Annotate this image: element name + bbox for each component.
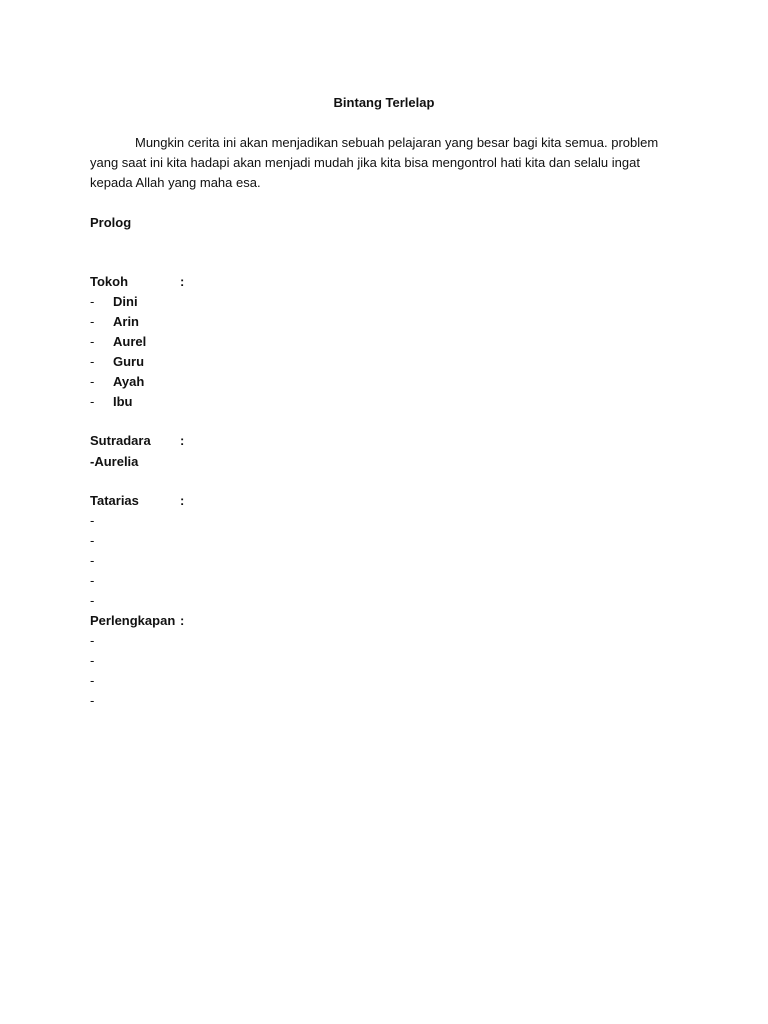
tokoh-colon: : (180, 274, 185, 289)
tatarias-label: Tatarias (90, 493, 139, 508)
list-dash: - (90, 394, 95, 409)
list-dash: - (90, 533, 95, 548)
list-dash: - (90, 573, 95, 588)
tokoh-item: Dini (113, 294, 138, 309)
tokoh-item: Ayah (113, 374, 145, 389)
list-dash: - (90, 374, 95, 389)
prolog-heading: Prolog (90, 215, 132, 230)
tokoh-item: Guru (113, 354, 145, 369)
perlengkapan-label: Perlengkapan (90, 613, 176, 628)
list-dash: - (90, 673, 95, 688)
list-dash: - (90, 553, 95, 568)
list-dash: - (90, 513, 95, 528)
list-dash: - (90, 354, 95, 369)
intro-paragraph: Mungkin cerita ini akan menjadikan sebuah pelajaran yang besar bagi kita semua. problem yang saat ini kita hadapi akan menjadi mudah jika kita bisa mengontrol hati kita dan selalu ingat kepada Allah yang maha esa. (90, 135, 659, 190)
sutradara-item: -Aurelia (90, 454, 139, 469)
list-dash: - (90, 334, 95, 349)
list-dash: - (90, 593, 95, 608)
list-dash: - (90, 633, 95, 648)
tokoh-item: Arin (113, 314, 139, 329)
tokoh-item: Aurel (113, 334, 147, 349)
document-title: Bintang Terlelap (333, 95, 435, 110)
sutradara-label: Sutradara (90, 433, 151, 448)
tatarias-colon: : (180, 493, 185, 508)
list-dash: - (90, 314, 95, 329)
list-dash: - (90, 653, 95, 668)
tokoh-label: Tokoh (90, 274, 129, 289)
list-dash: - (90, 693, 95, 708)
sutradara-colon: : (180, 433, 185, 448)
tokoh-item: Ibu (113, 394, 133, 409)
list-dash: - (90, 294, 95, 309)
perlengkapan-colon: : (180, 613, 185, 628)
